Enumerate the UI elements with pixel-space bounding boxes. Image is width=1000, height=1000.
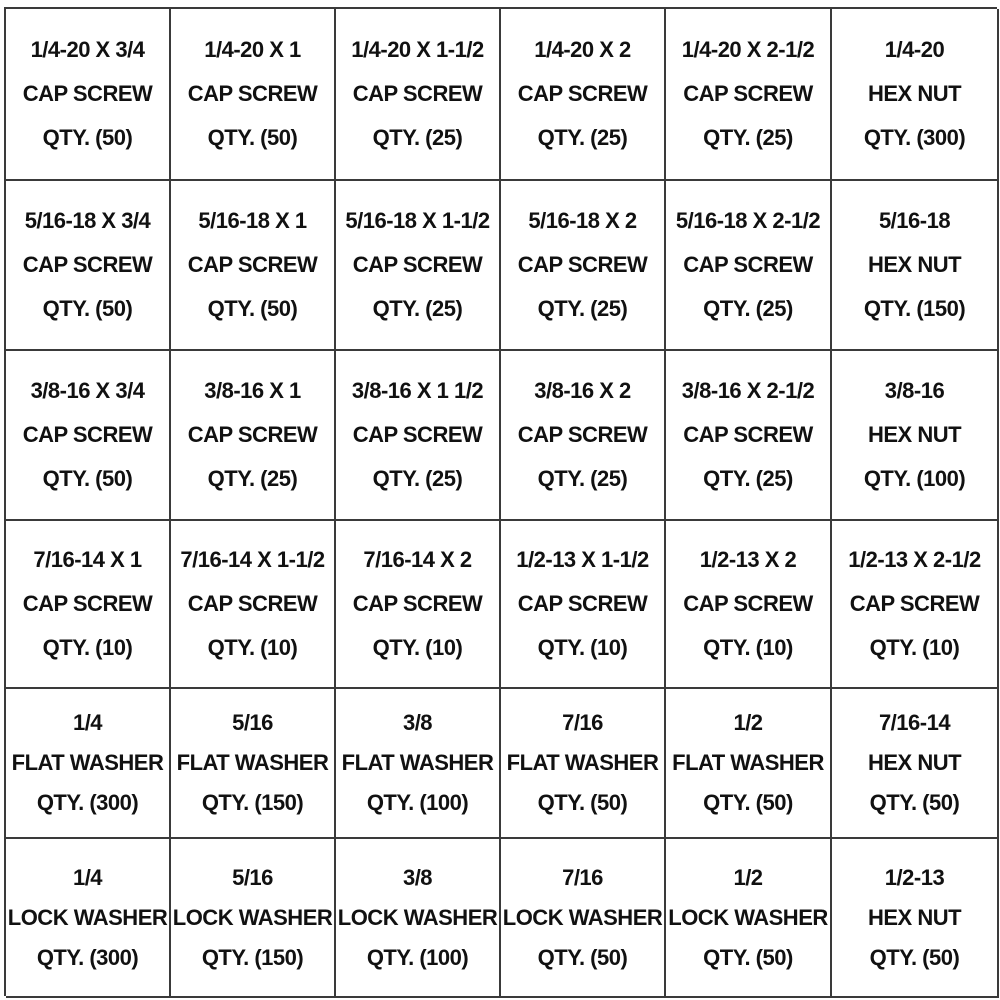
cell-qty: QTY. (10) [537, 635, 628, 660]
cell-qty: QTY. (50) [537, 944, 628, 970]
cell-qty: QTY. (50) [207, 125, 298, 150]
hardware-chart-grid [4, 7, 997, 996]
cell-qty: QTY. (150) [863, 296, 966, 321]
cell-size: 7/16-14 [878, 710, 951, 735]
cell-size: 1/4-20 X 1-1/2 [351, 37, 484, 62]
cell-qty: QTY. (100) [366, 790, 469, 815]
cell-qty: QTY. (25) [372, 466, 463, 491]
cell-type: LOCK WASHER [668, 904, 828, 930]
cell-size: 5/16-18 X 3/4 [24, 208, 151, 233]
grid-cell [336, 521, 501, 689]
cell-type: HEX NUT [867, 81, 962, 106]
cell-size: 1/4-20 X 1 [204, 37, 301, 62]
cell-type: CAP SCREW [352, 81, 483, 106]
cell-type: FLAT WASHER [176, 750, 329, 775]
cell-size: 7/16 [562, 864, 603, 890]
cell-type: FLAT WASHER [672, 750, 824, 775]
cell-type: FLAT WASHER [341, 750, 494, 775]
cell-type: LOCK WASHER [502, 904, 663, 930]
cell-qty: QTY. (300) [36, 790, 139, 815]
cell-size: 3/8-16 X 1 1/2 [351, 378, 484, 403]
cell-qty: QTY. (10) [372, 635, 463, 660]
cell-size: 3/8-16 X 1 [204, 378, 301, 403]
grid-cell [832, 521, 999, 689]
cell-size: 5/16-18 X 2-1/2 [675, 208, 821, 233]
cell-size: 5/16-18 [878, 208, 951, 233]
cell-size: 5/16-18 X 2 [528, 208, 637, 233]
cell-type: CAP SCREW [517, 591, 648, 616]
grid-cell [6, 521, 171, 689]
cell-type: CAP SCREW [352, 591, 483, 616]
cell-qty: QTY. (50) [42, 125, 133, 150]
cell-qty: QTY. (300) [36, 944, 139, 970]
grid-cell [336, 181, 501, 351]
cell-type: CAP SCREW [352, 422, 483, 447]
cell-type: CAP SCREW [187, 81, 318, 106]
cell-size: 5/16-18 X 1 [198, 208, 307, 233]
cell-type: CAP SCREW [849, 591, 980, 616]
grid-cell [501, 839, 666, 998]
cell-type: HEX NUT [867, 252, 962, 277]
grid-cell [666, 689, 832, 839]
cell-size: 5/16 [232, 710, 273, 735]
grid-cell [501, 689, 666, 839]
grid-cell [832, 689, 999, 839]
grid-cell [501, 521, 666, 689]
cell-qty: QTY. (100) [366, 944, 469, 970]
grid-cell [666, 839, 832, 998]
cell-type: CAP SCREW [22, 591, 153, 616]
cell-type: FLAT WASHER [11, 750, 164, 775]
grid-cell [336, 839, 501, 998]
cell-type: CAP SCREW [683, 81, 813, 106]
grid-cell [171, 9, 336, 181]
cell-qty: QTY. (50) [42, 466, 133, 491]
cell-qty: QTY. (10) [42, 635, 133, 660]
grid-cell [336, 689, 501, 839]
cell-size: 3/8-16 [884, 378, 945, 403]
cell-type: FLAT WASHER [506, 750, 659, 775]
grid-cell [666, 181, 832, 351]
cell-type: CAP SCREW [22, 252, 153, 277]
cell-size: 3/8 [402, 710, 433, 735]
grid-cell [6, 181, 171, 351]
cell-size: 1/4-20 X 3/4 [30, 37, 145, 62]
cell-type: HEX NUT [867, 422, 962, 447]
grid-cell [666, 9, 832, 181]
grid-cell [501, 181, 666, 351]
cell-qty: QTY. (50) [703, 790, 793, 815]
cell-type: CAP SCREW [352, 252, 483, 277]
grid-cell [171, 351, 336, 521]
grid-cell [336, 9, 501, 181]
cell-type: LOCK WASHER [337, 904, 498, 930]
cell-size: 1/2-13 X 2-1/2 [848, 547, 981, 572]
cell-type: LOCK WASHER [7, 904, 168, 930]
cell-type: CAP SCREW [517, 81, 648, 106]
cell-size: 7/16 [562, 710, 603, 735]
cell-qty: QTY. (25) [703, 296, 793, 321]
cell-type: CAP SCREW [683, 252, 813, 277]
cell-qty: QTY. (10) [869, 635, 960, 660]
cell-type: LOCK WASHER [172, 904, 333, 930]
grid-cell [501, 9, 666, 181]
cell-type: CAP SCREW [187, 252, 318, 277]
cell-type: CAP SCREW [683, 591, 813, 616]
cell-qty: QTY. (100) [863, 466, 966, 491]
grid-cell [171, 689, 336, 839]
cell-qty: QTY. (25) [537, 296, 628, 321]
grid-cell [666, 351, 832, 521]
cell-size: 3/8-16 X 2 [534, 378, 631, 403]
cell-size: 1/2-13 X 2 [699, 547, 797, 572]
cell-qty: QTY. (10) [703, 635, 793, 660]
cell-size: 1/4 [72, 864, 103, 890]
cell-size: 1/4 [72, 710, 103, 735]
grid-cell [6, 689, 171, 839]
cell-qty: QTY. (25) [703, 466, 793, 491]
cell-type: HEX NUT [867, 904, 962, 930]
cell-size: 1/4-20 [884, 37, 945, 62]
cell-qty: QTY. (10) [207, 635, 298, 660]
cell-qty: QTY. (50) [869, 944, 960, 970]
cell-size: 1/2-13 X 1-1/2 [516, 547, 649, 572]
grid-cell [171, 839, 336, 998]
cell-qty: QTY. (50) [869, 790, 960, 815]
cell-qty: QTY. (25) [537, 125, 628, 150]
cell-type: CAP SCREW [683, 422, 813, 447]
cell-size: 7/16-14 X 2 [363, 547, 472, 572]
cell-type: CAP SCREW [22, 422, 153, 447]
cell-size: 1/2-13 [884, 864, 945, 890]
cell-qty: QTY. (25) [207, 466, 298, 491]
cell-size: 3/8-16 X 3/4 [30, 378, 145, 403]
cell-qty: QTY. (150) [201, 790, 304, 815]
grid-cell [832, 181, 999, 351]
cell-qty: QTY. (25) [703, 125, 793, 150]
cell-type: CAP SCREW [187, 591, 318, 616]
grid-cell [832, 839, 999, 998]
grid-cell [171, 181, 336, 351]
cell-qty: QTY. (50) [42, 296, 133, 321]
grid-cell [832, 9, 999, 181]
cell-size: 3/8-16 X 2-1/2 [681, 378, 815, 403]
cell-type: HEX NUT [867, 750, 962, 775]
cell-qty: QTY. (300) [863, 125, 966, 150]
grid-cell [6, 351, 171, 521]
cell-size: 7/16-14 X 1 [33, 547, 142, 572]
cell-size: 3/8 [402, 864, 433, 890]
grid-cell [6, 839, 171, 998]
cell-size: 5/16-18 X 1-1/2 [345, 208, 490, 233]
cell-qty: QTY. (25) [372, 296, 463, 321]
cell-size: 5/16 [232, 864, 273, 890]
cell-qty: QTY. (50) [703, 944, 793, 970]
grid-cell [501, 351, 666, 521]
grid-cell [171, 521, 336, 689]
grid-cell [832, 351, 999, 521]
grid-cell [666, 521, 832, 689]
cell-qty: QTY. (50) [537, 790, 628, 815]
cell-type: CAP SCREW [22, 81, 153, 106]
cell-type: CAP SCREW [517, 252, 648, 277]
grid-cell [6, 9, 171, 181]
cell-size: 1/2 [733, 864, 763, 890]
cell-qty: QTY. (50) [207, 296, 298, 321]
cell-size: 1/4-20 X 2 [534, 37, 631, 62]
cell-size: 1/4-20 X 2-1/2 [681, 37, 815, 62]
cell-qty: QTY. (25) [537, 466, 628, 491]
cell-qty: QTY. (150) [201, 944, 304, 970]
cell-size: 7/16-14 X 1-1/2 [180, 547, 325, 572]
cell-type: CAP SCREW [187, 422, 318, 447]
cell-type: CAP SCREW [517, 422, 648, 447]
cell-qty: QTY. (25) [372, 125, 463, 150]
cell-size: 1/2 [733, 710, 763, 735]
grid-cell [336, 351, 501, 521]
